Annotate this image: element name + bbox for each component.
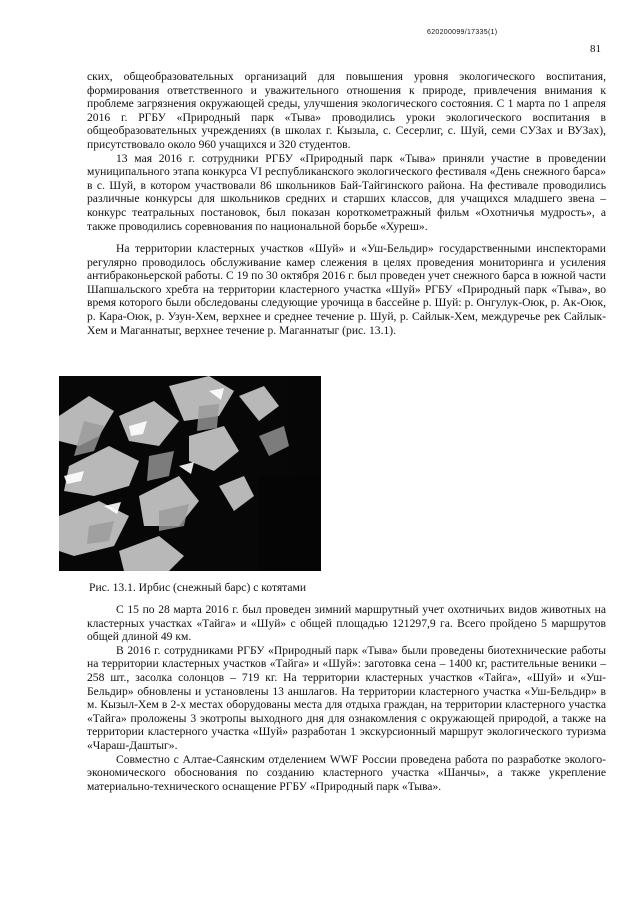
document-id: 620200099/17335(1) [427, 29, 498, 36]
snow-leopard-photo [59, 376, 321, 571]
text-block-top [87, 70, 606, 233]
paragraph: Совместно с Алтае-Саянским отделением WWF России проведена работа по разработке эколого-экономического обоснования по созданию кластерного участка «Шанчы», а также укрепление материально-технического оснащение РГБУ «Природный парк «Тыва». [87, 752, 606, 793]
paragraph: ских, общеобразовательных организаций для повышения уровня экологического воспитания, формирования ответственного и уважительного отношения к природе, привлечения внимания к проблеме загрязнения окружающей среды, улучшения экологического состояния. С 1 марта по 1 апреля 2016 г. РГБУ «Природный парк «Тыва» проводились уроки экологического воспитания в общеобразовательных учреждениях (в школах г. Кызыла, с. Сесерлиг, с. Шуй, семи СУЗах и ВУЗах), присутствовало около 960 учащихся и 320 студентов. [87, 70, 606, 151]
page-number: 81 [590, 43, 601, 55]
figure-caption: Рис. 13.1. Ирбис (снежный барс) с котятами [89, 581, 307, 594]
photo-image [59, 376, 321, 571]
paragraph: В 2016 г. сотрудниками РГБУ «Природный парк «Тыва» были проведены биотехнические работы на территории кластерных участков «Тайга» и «Шуй»: заготовка сена – 1400 кг, растительные веники – 258 шт., засолка солонцов – 719 кг. На территории кластерных участков «Тайга», «Шуй» и «Уш-Бельдир» обновлены и установлены 13 аншлагов. На территории кластерного участка «Уш-Бельдир» в м. Кызыл-Хем в 2-х местах оборудованы места для отдыха граждан, на территории кластерного участка «Тайга» проложены 3 экотропы выходного дня для ознакомления с окружающей природой, а также на территории кластерного участка «Шуй» разработан 1 экскурсионный маршрут экологического туризма «Чараш-Даштыг». [87, 643, 606, 752]
text-block-bottom [87, 603, 606, 793]
paragraph: С 15 по 28 марта 2016 г. был проведен зимний маршрутный учет охотничьих видов животных на кластерных участках «Тайга» и «Шуй» с общей площадью 121297,9 га. Всего пройдено 5 маршрутов общей длиной 49 км. [87, 603, 606, 644]
paragraph: 13 мая 2016 г. сотрудники РГБУ «Природный парк «Тыва» приняли участие в проведении муниципального этапа конкурса VI республиканского экологического фестиваля «День снежного барса» в с. Шуй, в котором участвовали 86 школьников Бай-Тайгинского района. На фестивале проводились различные конкурсы для школьников средних и старших классов, для учащихся младшего звена – конкурс театральных постановок, был показан короткометражный фильм «Охотничья мудрость», а также проводились соревнования по национальной борьбе «Хуреш». [87, 151, 606, 233]
text-block-monitoring [87, 242, 606, 337]
paragraph: На территории кластерных участков «Шуй» и «Уш-Бельдир» государственными инспекторами регулярно проводилось обслуживание камер слежения в целях проведения мониторинга и усиления антибраконьерской работы. С 19 по 30 октября 2016 г. был проведен учет снежного барса в южной части Шапшальского хребта на территории кластерного участка «Шуй» РГБУ «Природный парк «Тыва», во время которого были обследованы следующие урочища в бассейне р. Шуй: р. Онгулук-Оюк, р. Ак-Оюк, р. Кара-Оюк, р. Узун-Хем, верхнее и среднее течение р. Шуй, р. Сайлык-Хем, междуречье рек Сайлык-Хем и Маганнатыг, верхнее течение р. Маганнатыг (рис. 13.1). [87, 242, 606, 337]
